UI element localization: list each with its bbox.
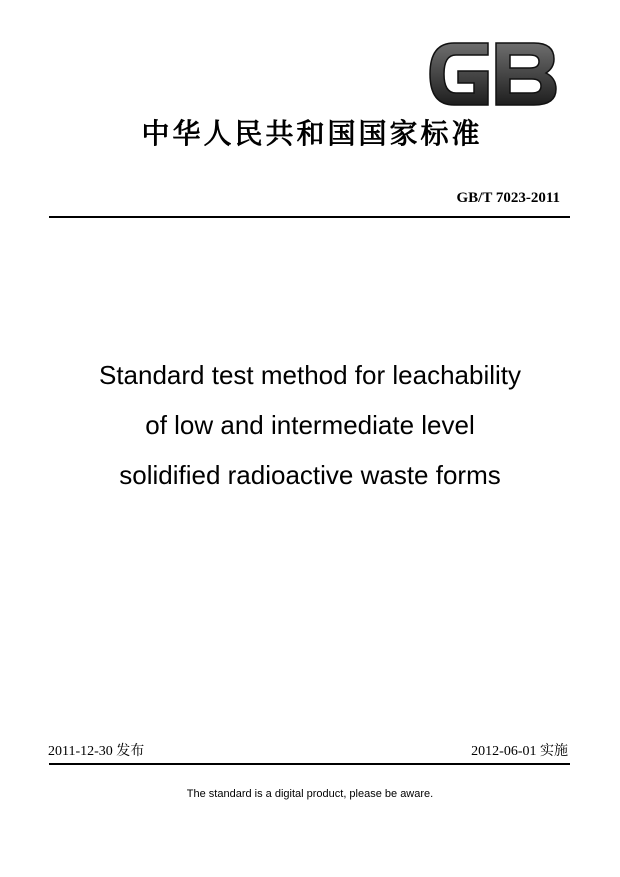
title-line: Standard test method for leachability xyxy=(98,360,522,390)
issue-date: 2011-12-30 发布 xyxy=(48,744,145,759)
implementation-date: 2012-06-01 实施 xyxy=(471,744,568,759)
document-title xyxy=(0,350,620,500)
header-divider xyxy=(49,216,570,218)
title-line: of low and intermediate level xyxy=(145,410,475,440)
footer-divider xyxy=(49,763,570,765)
standard-number: GB/T 7023-2011 xyxy=(456,190,560,206)
title-line: solidified radioactive waste forms xyxy=(119,460,501,490)
digital-product-note: The standard is a digital product, please be aware. xyxy=(186,788,434,800)
gb-logo xyxy=(426,37,560,111)
national-standard-title: 中华人民共和国国家标准 xyxy=(141,117,483,150)
